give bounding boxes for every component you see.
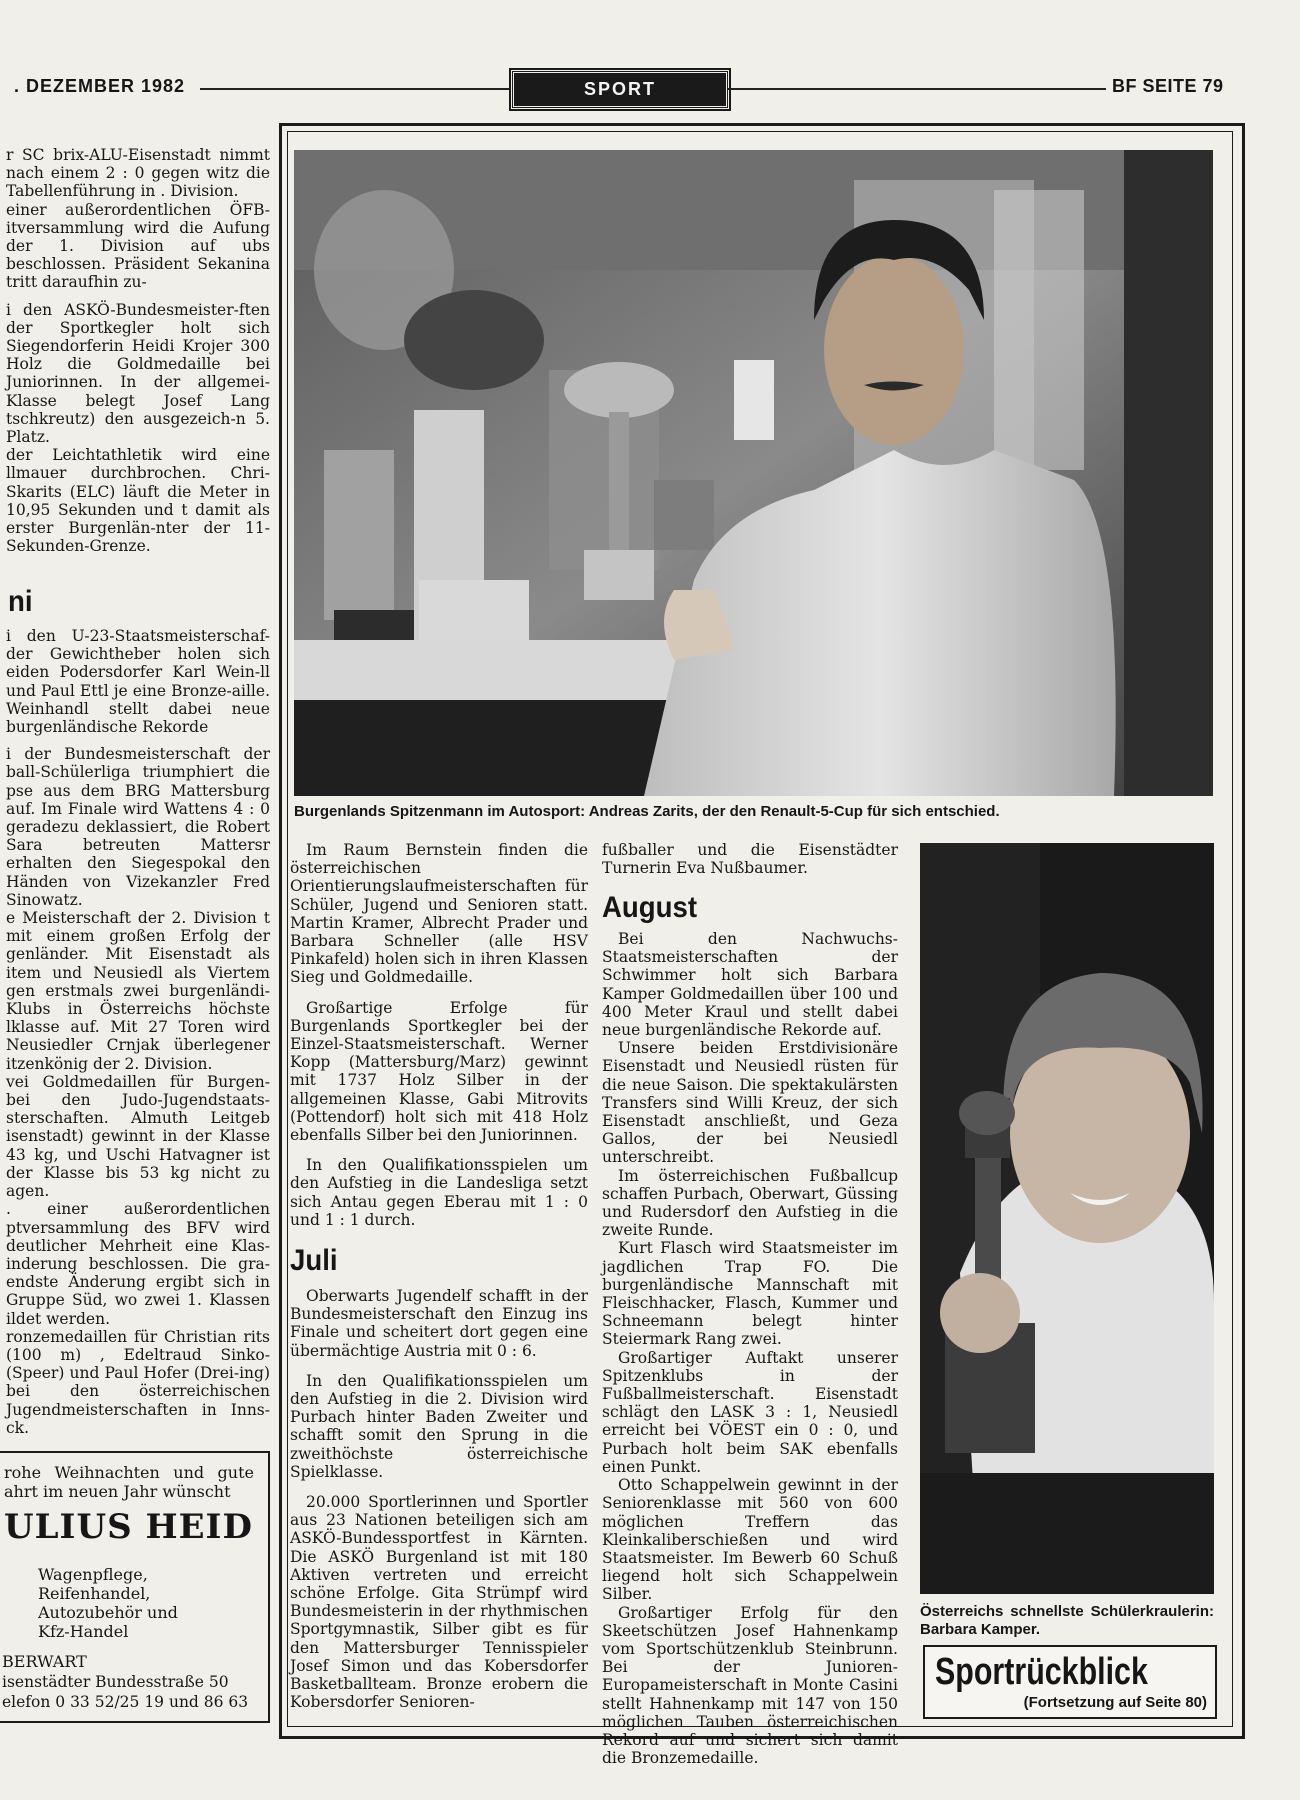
middle-paragraph: Oberwarts Jugendelf schafft in der Bundesmeisterschaft den Einzug ins Finale und scheitert dort gegen eine übermächtige Austria mit 0 : 6. [290, 1287, 588, 1360]
left-paragraph: i den ASKÖ-Bundesmeister-ften der Sportkegler holt sich Siegendorferin Heidi Krojer 300 Holz die Goldmedaille bei Juniorinnen. In der allgemei- Klasse belegt Josef Lang tschkreutz) den ausgezeich-n 5. Platz. [6, 300, 270, 447]
ad-phone: elefon 0 33 52/25 19 und 86 63 [2, 1693, 249, 1711]
middle-paragraph: Großartige Erfolge für Burgenlands Sportkegler bei der Einzel-Staatsmeisterschaft. Werner Kopp (Mattersburg/Marz) gewinnt mit 1737 Holz Silber in der allgemeinen Klasse, Gabi Mitrovits (Pottendorf) holt sich mit 418 Holz ebenfalls Silber bei den Juniorinnen. [290, 998, 588, 1145]
middle-paragraph: 20.000 Sportlerinnen und Sportler aus 23 Nationen beteiligen sich am ASKÖ-Bundessportfest in Kärnten. Die ASKÖ Burgenland ist mit 180 Aktiven vertreten und erreicht schöne Erfolge. Gita Strümpf wird Bundesmeisterin in der rhythmischen Sportgymnastik, Silber gibt es für den Mattersburger Tennisspieler Josef Simon und das Kobersdorfer Basketballteam. Bronze erobern die Kobersdorfer Senioren- [290, 1493, 588, 1712]
ad-service-3: Autozubehör und [38, 1603, 178, 1622]
heading-juli: Juli [290, 1244, 338, 1277]
right-paragraph: Großartiger Auftakt unserer Spitzenklubs in der Fußballmeisterschaft. Eisenstadt schlägt den LASK 3 : 1, Neusiedl erreicht bei VÖEST ein 0 : 0, und Purbach holt beim SAK ebenfalls einen Punkt. [602, 1348, 898, 1476]
ad-greeting: rohe Weihnachten und gute ahrt im neuen Jahr wünscht [4, 1463, 254, 1501]
right-intro-paragraph: fußballer und die Eisenstädter Turnerin Eva Nußbaumer. [602, 841, 898, 878]
photo-kamper-image [920, 843, 1214, 1594]
heading-august: August [602, 891, 698, 924]
middle-paragraph: Im Raum Bernstein finden die österreichischen Orientierungslaufmeisterschaften für Schüler, Jugend und Senioren statt. Martin Kramer, Albrecht Prader und Barbara Schneller (alle HSV Pinkafeld) holen sich in ihren Klassen Sieg und Goldmedaille. [290, 841, 588, 987]
photo-zarits-image [294, 150, 1213, 796]
right-paragraph: Kurt Flasch wird Staatsmeister im jagdlichen Trap FO. Die burgenländische Mannschaft mit Fleischhacker, Flasch, Kummer und Schneemann belegt hinter Steiermark Rang zwei. [602, 1239, 898, 1349]
section-label: SPORT [511, 70, 729, 109]
middle-column-top [290, 841, 588, 1229]
left-column-top [6, 146, 270, 582]
left-paragraph: der Leichtathletik wird eine llmauer durchbrochen. Chri- Skarits (ELC) läuft die Meter in 10,95 Sekunden und t damit als erster Burgenlän-nter der 11-Sekunden-Grenze. [6, 446, 270, 556]
ad-service-1: Wagenpflege, [38, 1565, 148, 1584]
left-paragraph: ronzemedaillen für Christian rits (100 m) , Edeltraud Sinko- (Speer) und Paul Hofer (Drei-ing) bei den österreichischen Jugendmeisterschaften in Inns-ck. [6, 1327, 270, 1437]
ad-company-name: ULIUS HEID [4, 1507, 253, 1547]
page-number: BF SEITE 79 [1112, 76, 1224, 96]
left-paragraph: . einer außerordentlichen ptversammlung des BFV wird deutlicher Mehrheit eine Klas-inderung beschlossen. Die gra-endste Änderung ergibt sich in Gruppe Süd, wo zwei 1. Klassen ildet werden. [6, 1200, 270, 1328]
issue-date: . DEZEMBER 1982 [14, 76, 186, 96]
top-photo-caption: Burgenlands Spitzenmann im Autosport: Andreas Zarits, der den Renault-5-Cup für sich entschied. [294, 803, 1000, 820]
right-paragraph: Im österreichischen Fußballcup schaffen Purbach, Oberwart, Güssing und Rudersdorf den Aufstieg in die zweite Runde. [602, 1166, 898, 1240]
ad-town: BERWART [2, 1652, 87, 1671]
photo-andreas-zarits [294, 150, 1213, 796]
left-column-bottom [6, 627, 270, 1437]
header-rule-right [728, 88, 1106, 90]
left-paragraph: e Meisterschaft der 2. Division t mit einem großen Erfolg der genländer. Mit Eisenstadt als item und Neusiedl als Viertem gen erstmals zwei burgenländi-Klubs in Österreichs höchste lklasse auf. Mit 27 Toren wird Neusiedler Crnjak überlegener itzenkönig der 2. Division. [6, 909, 270, 1073]
sportrueckblick-title: Sportrückblick [935, 1651, 1148, 1693]
ad-service-4: Kfz-Handel [38, 1622, 129, 1641]
middle-column-bottom [290, 1287, 588, 1727]
photo-barbara-kamper [920, 843, 1214, 1594]
left-paragraph: r SC brix-ALU-Eisenstadt nimmt nach einem 2 : 0 gegen witz die Tabellenführung in . Division. [6, 146, 270, 201]
right-paragraph: Otto Schappelwein gewinnt in der Seniorenklasse mit 560 von 600 möglichen Treffern das Kleinkaliberschießen und wird Staatsmeister. Im Bewerb 60 Schuß liegend holt sich Schappelwein Silber. [602, 1476, 898, 1604]
sportrueckblick-box [923, 1645, 1217, 1719]
left-section-heading: ni [8, 585, 33, 618]
right-column-body [602, 930, 898, 1768]
right-paragraph: Großartiger Erfolg für den Skeetschützen Josef Hahnenkamp vom Sportschützenklub Steinbrunn. Bei der Junioren-Europameisterschaft in Monte Casini stellt Hahnenkamp mit 147 von 150 möglichen Tauben österreichischen Rekord auf und sichert sich damit die Bronzemedaille. [602, 1603, 898, 1768]
sportrueckblick-note: (Fortsetzung auf Seite 80) [1023, 1694, 1207, 1711]
right-column-intro [602, 841, 898, 881]
right-paragraph: Unsere beiden Erstdivisionäre Eisenstadt und Neusiedl rüsten für die neue Saison. Die spektakulärsten Transfers sind Willi Kreuz, der sich Eisenstadt anschließt, und Geza Gallos, der bei Neusiedl unterschreibt. [602, 1039, 898, 1167]
advertisement-box [0, 1451, 270, 1723]
left-paragraph: vei Goldmedaillen für Burgen- bei den Judo-Jugendstaats-sterschaften. Almuth Leitgeb isenstadt) gewinnt in der Klasse 43 kg, und Uschi Hatvagner ist der Klasse bis 53 kg nicht zu agen. [6, 1072, 270, 1201]
ad-street: isenstädter Bundesstraße 50 [2, 1673, 229, 1691]
middle-paragraph: In den Qualifikationsspielen um den Aufstieg in die 2. Division wird Purbach hinter Baden Zweiter und schafft somit den Sprung in die zweithöchste österreichische Spielklasse. [290, 1371, 588, 1481]
middle-paragraph: In den Qualifikationsspielen um den Aufstieg in die Landesliga setzt sich Antau gegen Eberau mit 1 : 0 und 1 : 1 durch. [290, 1156, 588, 1229]
ad-service-2: Reifenhandel, [38, 1584, 151, 1603]
left-paragraph: einer außerordentlichen ÖFB-itversammlung wird die Aufung der 1. Division auf ubs beschlossen. Präsident Sekanina tritt daraufhin zu- [6, 200, 270, 292]
header-rule-left [200, 88, 512, 90]
right-photo-caption: Österreichs schnellste Schülerkraulerin: Barbara Kamper. [920, 1603, 1214, 1638]
right-paragraph: Bei den Nachwuchs-Staatsmeisterschaften der Schwimmer holt sich Barbara Kamper Goldmedaillen über 100 und 400 Meter Kraul und stellt dabei neue burgenländische Rekorde auf. [602, 930, 898, 1040]
left-paragraph: i der Bundesmeisterschaft der ball-Schülerliga triumphiert die pse aus dem BRG Mattersburg auf. Im Finale wird Wattens 4 : 0 geradezu deklassiert, die Robert Sara betreuten Mattersr erhalten den Siegespokal den Händen von Vizekanzler Fred Sinowatz. [6, 745, 270, 909]
left-paragraph: i den U-23-Staatsmeisterschaf-der Gewichtheber holen sich eiden Podersdorfer Karl Wein-ll und Paul Ettl je eine Bronze-aille. Weinhandl stellt dabei neue burgenländische Rekorde [6, 627, 270, 737]
